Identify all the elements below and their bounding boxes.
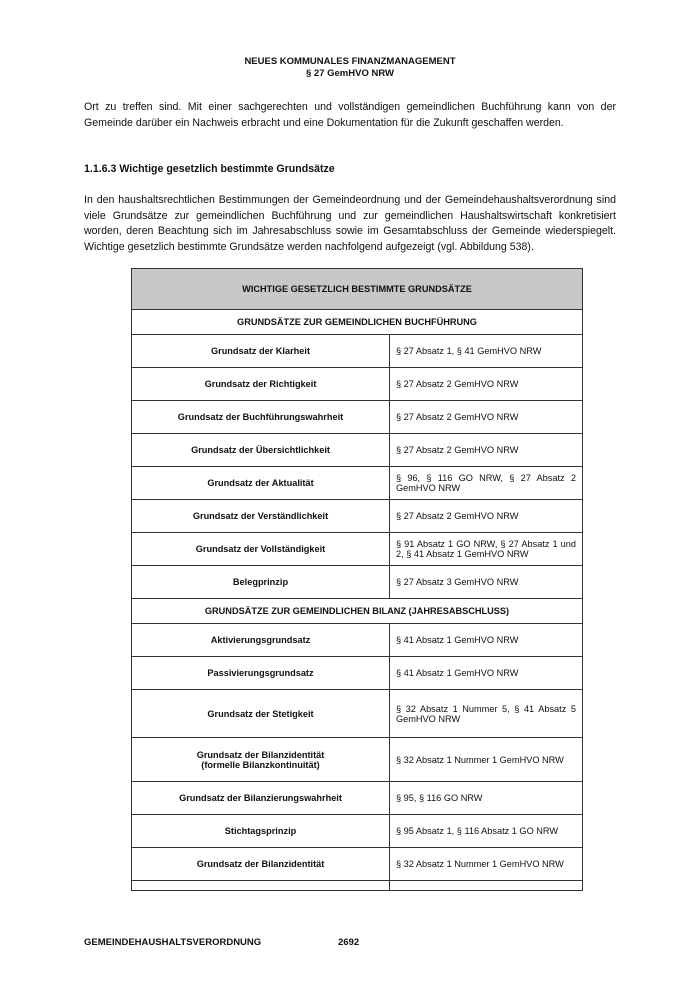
legal-reference: § 27 Absatz 2 GemHVO NRW: [390, 500, 583, 533]
legal-reference: § 27 Absatz 2 GemHVO NRW: [390, 368, 583, 401]
legal-reference: § 27 Absatz 2 GemHVO NRW: [390, 434, 583, 467]
principle-label: Grundsatz der Aktualität: [132, 467, 390, 500]
table-title: WICHTIGE GESETZLICH BESTIMMTE GRUNDSÄTZE: [132, 269, 583, 310]
legal-reference: § 32 Absatz 1 Nummer 5, § 41 Absatz 5 GemHVO NRW: [390, 690, 583, 738]
table-row: [132, 368, 583, 401]
principle-label: Grundsatz der Klarheit: [132, 335, 390, 368]
legal-reference: § 27 Absatz 3 GemHVO NRW: [390, 566, 583, 599]
legal-reference: § 95, § 116 GO NRW: [390, 782, 583, 815]
page-number: 2692: [338, 937, 360, 948]
table-row: [132, 335, 583, 368]
legal-reference: § 41 Absatz 1 GemHVO NRW: [390, 657, 583, 690]
table-row: [132, 467, 583, 500]
running-header: [0, 56, 700, 80]
table-row: [132, 624, 583, 657]
table-section-heading: GRUNDSÄTZE ZUR GEMEINDLICHEN BUCHFÜHRUNG: [132, 310, 583, 335]
legal-reference: § 27 Absatz 2 GemHVO NRW: [390, 401, 583, 434]
legal-reference: § 41 Absatz 1 GemHVO NRW: [390, 624, 583, 657]
table-row: [132, 401, 583, 434]
principle-label: Grundsatz der Bilanzidentität: [196, 749, 325, 760]
table-row: [132, 782, 583, 815]
section-heading: 1.1.6.3 Wichtige gesetzlich bestimmte Grundsätze: [84, 163, 335, 175]
principle-label: Passivierungsgrundsatz: [132, 657, 390, 690]
principle-label: Grundsatz der Richtigkeit: [132, 368, 390, 401]
table-row: [132, 500, 583, 533]
principle-label: Grundsatz der Buchführungswahrheit: [132, 401, 390, 434]
body-paragraph: In den haushaltsrechtlichen Bestimmungen der Gemeindeordnung und der Gemeindehaushaltsverordnung sind viele Grundsätze zur gemeindlichen Buchführung und zur gemeindlichen Haushaltswirtschaft konkretisiert worden, deren Beachtung sich im Jahresabschluss sowie im Gesamtabschluss der Gemeinde wiederspiegelt. Wichtige gesetzlich bestimmte Grundsätze werden nachfolgend aufgezeigt (vgl. Abbildung 538).: [84, 194, 616, 253]
table-row-empty: [132, 881, 583, 891]
principles-table: [131, 268, 583, 891]
principle-label: Grundsatz der Vollständigkeit: [132, 533, 390, 566]
header-line-2: § 27 GemHVO NRW: [306, 68, 394, 79]
table-row: [132, 657, 583, 690]
principle-label: Grundsatz der Übersichtlichkeit: [132, 434, 390, 467]
principle-label: Grundsatz der Stetigkeit: [132, 690, 390, 738]
principle-label: Grundsatz der Bilanzidentität: [132, 848, 390, 881]
table-row: [132, 690, 583, 738]
principle-label: Grundsatz der Bilanzierungswahrheit: [132, 782, 390, 815]
legal-reference: § 32 Absatz 1 Nummer 1 GemHVO NRW: [390, 848, 583, 881]
principle-label: Aktivierungsgrundsatz: [132, 624, 390, 657]
principle-label: Grundsatz der Verständlichkeit: [132, 500, 390, 533]
principle-label-cell: [132, 738, 390, 782]
table-row: [132, 533, 583, 566]
table-row: [132, 434, 583, 467]
legal-reference: § 27 Absatz 1, § 41 GemHVO NRW: [390, 335, 583, 368]
table-row: [132, 566, 583, 599]
table-row: [132, 848, 583, 881]
legal-reference: § 95 Absatz 1, § 116 Absatz 1 GO NRW: [390, 815, 583, 848]
principle-label: Belegprinzip: [132, 566, 390, 599]
table-row: [132, 738, 583, 782]
legal-reference: § 96, § 116 GO NRW, § 27 Absatz 2 GemHVO NRW: [390, 467, 583, 500]
footer-title: GEMEINDEHAUSHALTSVERORDNUNG: [84, 937, 262, 948]
table-section-heading: GRUNDSÄTZE ZUR GEMEINDLICHEN BILANZ (JAHRESABSCHLUSS): [132, 599, 583, 624]
table-row: [132, 815, 583, 848]
legal-reference: § 32 Absatz 1 Nummer 1 GemHVO NRW: [390, 738, 583, 782]
principle-label: Stichtagsprinzip: [132, 815, 390, 848]
principle-label-sub: (formelle Bilanzkontinuität): [201, 759, 320, 770]
intro-paragraph: Ort zu treffen sind. Mit einer sachgerechten und vollständigen gemeindlichen Buchführung kann von der Gemeinde darüber ein Nachweis erbracht und eine Dokumentation für die Zukunft geschaffen werden.: [84, 101, 616, 129]
header-line-1: NEUES KOMMUNALES FINANZMANAGEMENT: [244, 56, 456, 67]
legal-reference: § 91 Absatz 1 GO NRW, § 27 Absatz 1 und 2, § 41 Absatz 1 GemHVO NRW: [390, 533, 583, 566]
